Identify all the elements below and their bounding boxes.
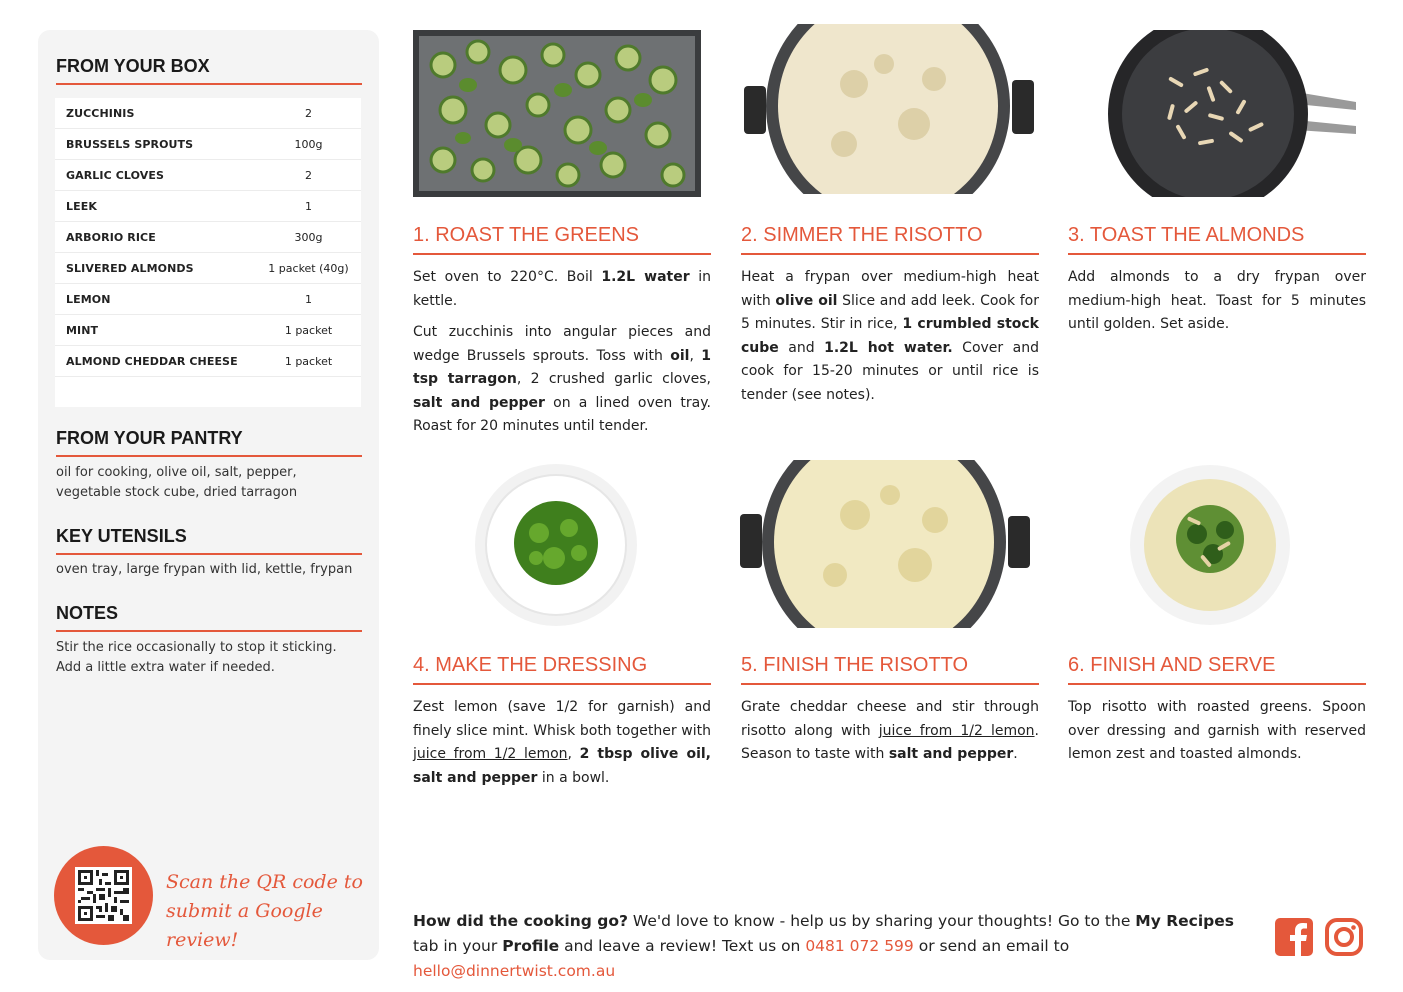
step-1-body bbox=[413, 266, 711, 447]
text-underline: juice from 1/2 lemon bbox=[878, 722, 1035, 739]
facebook-icon[interactable] bbox=[1275, 918, 1313, 956]
utensils-text: oven tray, large frypan with lid, kettle, frypan bbox=[56, 562, 353, 577]
phone-number-link[interactable]: 0481 072 599 bbox=[805, 937, 914, 955]
text: in a bowl. bbox=[537, 769, 610, 786]
qr-caption bbox=[166, 868, 366, 955]
ingredient-qty: 2 bbox=[305, 168, 312, 182]
ingredient-table bbox=[55, 98, 361, 407]
finished-risotto-pan-photo bbox=[740, 460, 1030, 628]
email-link[interactable]: hello@dinnertwist.com.au bbox=[413, 962, 616, 980]
table-row bbox=[55, 98, 361, 129]
ingredient-name: ARBORIO RICE bbox=[66, 230, 156, 244]
step-5-body bbox=[741, 696, 1039, 775]
table-row bbox=[55, 253, 361, 284]
text: Zest lemon (save 1/2 for garnish) and finely slice mint. Whisk both together with bbox=[413, 699, 711, 739]
table-row bbox=[55, 160, 361, 191]
ingredient-name: ZUCCHINIS bbox=[66, 106, 135, 120]
ingredient-name: BRUSSELS SPROUTS bbox=[66, 137, 194, 151]
text: . Season to taste with bbox=[741, 722, 1039, 762]
step-4-title: 4. MAKE THE DRESSING bbox=[413, 654, 711, 685]
step-4-body bbox=[413, 696, 711, 798]
table-row bbox=[55, 191, 361, 222]
ingredient-name: SLIVERED ALMONDS bbox=[66, 261, 194, 275]
text: and leave a review! Text us on bbox=[559, 937, 806, 955]
text: Cut zucchinis into angular pieces and wedge Brussels sprouts. Toss with bbox=[413, 324, 711, 364]
text-bold: 1 tsp tarragon bbox=[413, 347, 711, 387]
pantry-text: oil for cooking, olive oil, salt, pepper, vegetable stock cube, dried tarragon bbox=[56, 465, 298, 500]
text: Set oven to 220°C. Boil bbox=[413, 269, 602, 285]
ingredient-qty: 1 packet bbox=[284, 354, 333, 368]
text: We'd love to know - help us by sharing your thoughts! Go to the bbox=[627, 912, 1136, 930]
text-bold: 1 crumbled stock cube bbox=[741, 316, 1039, 356]
text: , 2 crushed garlic cloves, bbox=[516, 371, 711, 387]
toasted-almonds-frypan-photo bbox=[1108, 30, 1356, 197]
text-bold: salt and pepper bbox=[888, 746, 1014, 762]
notes-text: Stir the rice occasionally to stop it sticking. Add a little extra water if needed. bbox=[56, 640, 337, 675]
box-title: FROM YOUR BOX bbox=[56, 56, 362, 85]
ingredient-name: LEMON bbox=[66, 292, 111, 306]
text: Cover and cook for 15-20 minutes or until rice is tender (see notes). bbox=[741, 339, 1039, 403]
qr-caption-line: Scan the QR code to bbox=[166, 871, 363, 893]
ingredient-qty: 1 packet bbox=[284, 323, 333, 337]
ingredient-qty: 2 bbox=[305, 106, 312, 120]
text-bold: My Recipes bbox=[1135, 912, 1234, 930]
step-3-body bbox=[1068, 266, 1366, 345]
text: Add almonds to a dry frypan over medium-high heat. Toast for 5 minutes until golden. Set aside. bbox=[1068, 269, 1366, 332]
step-2-body bbox=[741, 266, 1039, 415]
text-bold: olive oil bbox=[775, 292, 838, 309]
text: and bbox=[778, 339, 825, 356]
risotto-pan-photo bbox=[744, 24, 1034, 194]
text: , bbox=[689, 347, 702, 364]
text: . bbox=[1013, 746, 1018, 762]
qr-code-icon bbox=[75, 867, 132, 924]
text: in kettle. bbox=[413, 269, 712, 309]
text: Top risotto with roasted greens. Spoon over dressing and garnish with reserved lemon zest and toasted almonds. bbox=[1068, 699, 1366, 762]
table-row bbox=[55, 129, 361, 160]
ingredient-qty: 1 bbox=[305, 199, 312, 213]
served-risotto-plate-photo bbox=[1127, 464, 1293, 626]
footer-message bbox=[413, 909, 1258, 984]
text-bold: oil bbox=[670, 347, 690, 364]
utensils-title: KEY UTENSILS bbox=[56, 526, 362, 555]
table-row bbox=[55, 346, 361, 377]
table-row bbox=[55, 315, 361, 346]
text-bold: salt and pepper bbox=[413, 394, 545, 411]
text: tab in your bbox=[413, 937, 503, 955]
table-row bbox=[55, 222, 361, 253]
text: , bbox=[567, 746, 580, 762]
ingredient-name: ALMOND CHEDDAR CHEESE bbox=[66, 354, 238, 368]
text: Grate cheddar cheese and stir through risotto along with bbox=[741, 699, 1039, 739]
text-bold: 1.2L water bbox=[601, 269, 690, 285]
sidebar bbox=[38, 30, 379, 960]
ingredient-name: MINT bbox=[66, 323, 99, 337]
ingredient-qty: 1 packet (40g) bbox=[268, 261, 349, 275]
ingredient-name: GARLIC CLOVES bbox=[66, 168, 165, 182]
text-bold: Profile bbox=[502, 937, 560, 955]
table-row bbox=[55, 284, 361, 315]
herb-dressing-bowl-photo bbox=[474, 463, 639, 628]
notes-title: NOTES bbox=[56, 603, 362, 632]
ingredient-qty: 100g bbox=[294, 137, 323, 151]
instagram-icon[interactable] bbox=[1325, 918, 1363, 956]
step-5-title: 5. FINISH THE RISOTTO bbox=[741, 654, 1039, 685]
text-bold: 1.2L hot water. bbox=[824, 339, 953, 356]
text: Heat a frypan over medium-high heat with bbox=[741, 269, 1039, 309]
ingredient-name: LEEK bbox=[66, 199, 97, 213]
text-bold: 2 tbsp olive oil, salt and pepper bbox=[413, 746, 711, 786]
text: on a lined oven tray. Roast for 20 minutes until tender. bbox=[413, 394, 711, 434]
step-6-title: 6. FINISH AND SERVE bbox=[1068, 654, 1366, 685]
text-bold: How did the cooking go? bbox=[413, 912, 628, 930]
pantry-title: FROM YOUR PANTRY bbox=[56, 428, 362, 457]
text: or send an email to bbox=[913, 937, 1070, 955]
roasted-greens-tray-photo bbox=[413, 30, 701, 197]
qr-badge[interactable] bbox=[54, 846, 153, 945]
step-3-title: 3. TOAST THE ALMONDS bbox=[1068, 224, 1366, 255]
text: Slice and add leek. Cook for 5 minutes. Stir in rice, bbox=[741, 292, 1040, 332]
text-underline: juice from 1/2 lemon bbox=[413, 746, 568, 762]
step-2-title: 2. SIMMER THE RISOTTO bbox=[741, 224, 1039, 255]
qr-caption-line: submit a Google review! bbox=[166, 900, 323, 951]
ingredient-qty: 1 bbox=[305, 292, 312, 306]
step-1-title: 1. ROAST THE GREENS bbox=[413, 224, 711, 255]
ingredient-qty: 300g bbox=[294, 230, 323, 244]
step-6-body bbox=[1068, 696, 1366, 775]
